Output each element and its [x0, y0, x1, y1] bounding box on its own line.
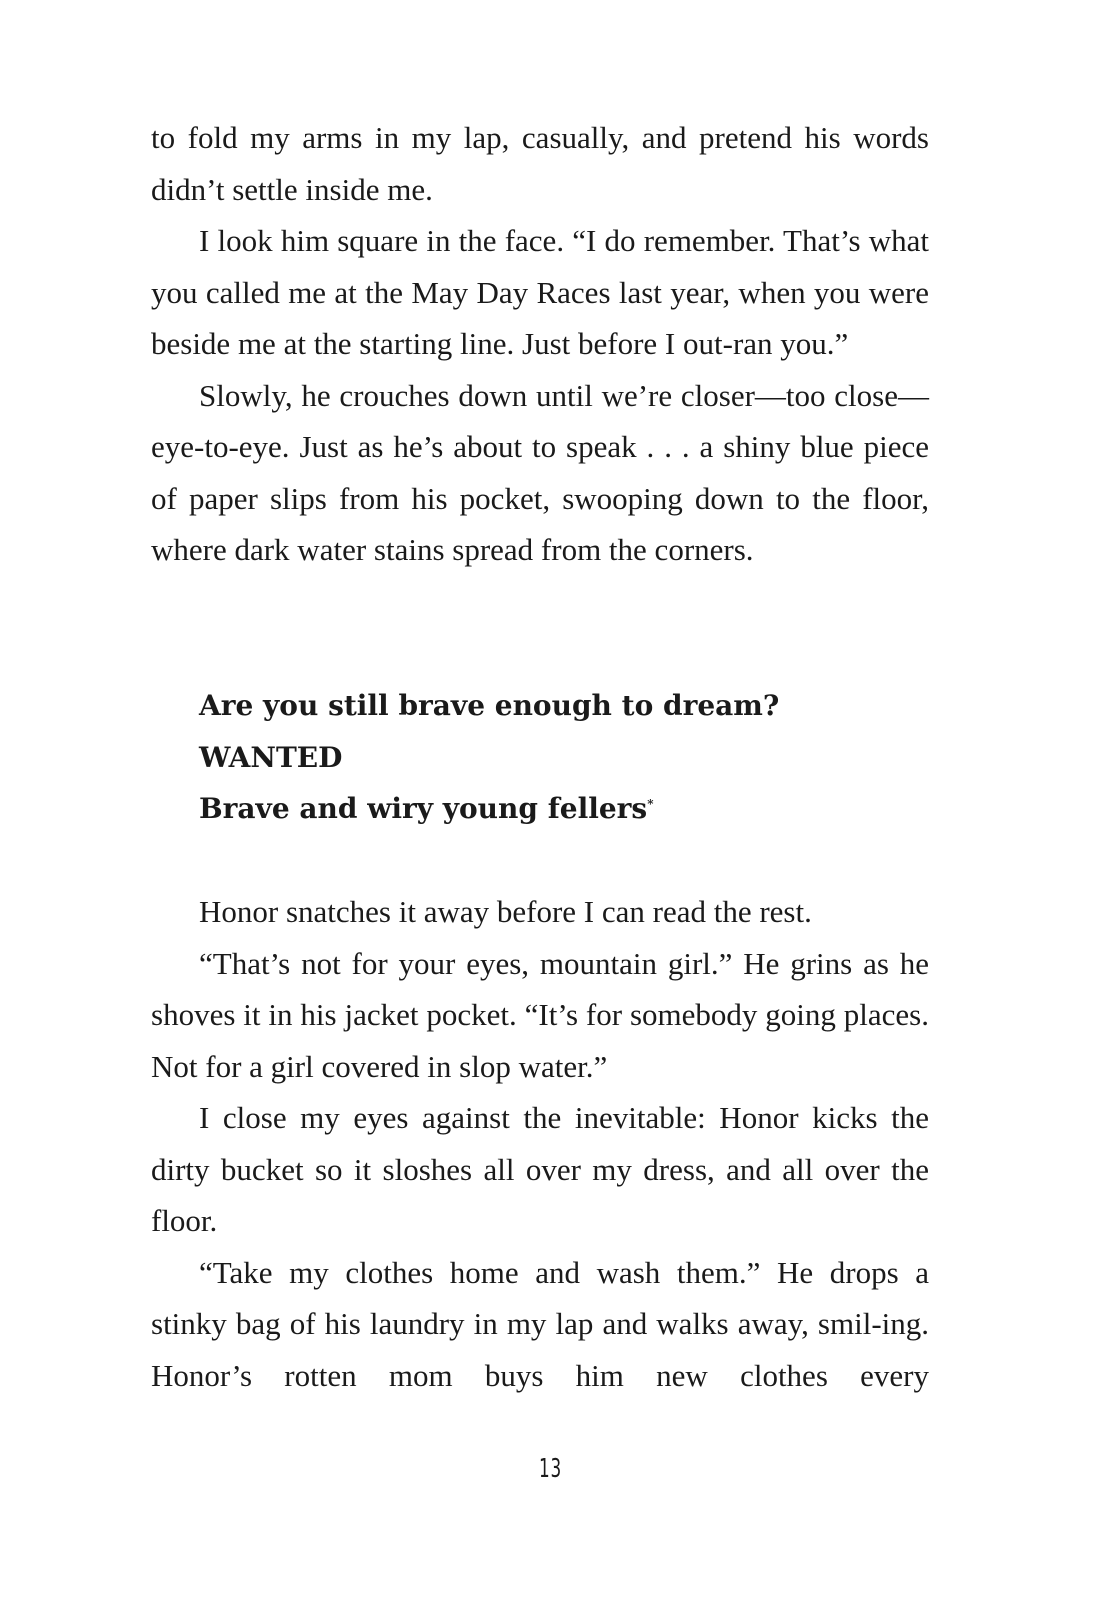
flyer-line-fellers-text: Brave and wiry young fellers [199, 792, 648, 825]
paragraph: I look him square in the face. “I do remember. That’s what you called me at the May Day Races last year, when you were beside me at the starting line. Just before I out-ran you.” [151, 223, 929, 361]
paragraph: Slowly, he crouches down until we’re closer—too close—eye-to-eye. Just as he’s about to speak . . . a shiny blue piece of paper slips from his pocket, swooping down to the floor, where dark water stains spread from the corners. [151, 377, 929, 567]
page-number: 13 [539, 1454, 562, 1484]
paragraph: Honor snatches it away before I can read the rest. [199, 894, 812, 929]
paragraph: “Take my clothes home and wash them.” He drops a stinky bag of his laundry in my lap and walks away, smil-ing. Honor’s rotten mom buys him new clothes every [151, 1254, 929, 1393]
flyer-line-wanted: WANTED [199, 740, 343, 774]
paragraph: I close my eyes against the inevitable: Honor kicks the dirty bucket so it sloshes all over my dress, and all over the floor. [151, 1100, 929, 1238]
paragraph: to fold my arms in my lap, casually, and pretend his words didn’t settle inside me. [151, 120, 929, 207]
top-text-block [151, 112, 929, 576]
paragraph: “That’s not for your eyes, mountain girl.” He grins as he shoves it in his jacket pocket. “It’s for somebody going places. Not for a girl covered in slop water.” [151, 945, 929, 1084]
flyer-line-fellers [199, 783, 899, 835]
flyer-excerpt [199, 680, 899, 835]
flyer-line-question: Are you still brave enough to dream? [199, 689, 780, 722]
footnote-mark: * [647, 797, 654, 811]
bottom-text-block [151, 886, 929, 1401]
